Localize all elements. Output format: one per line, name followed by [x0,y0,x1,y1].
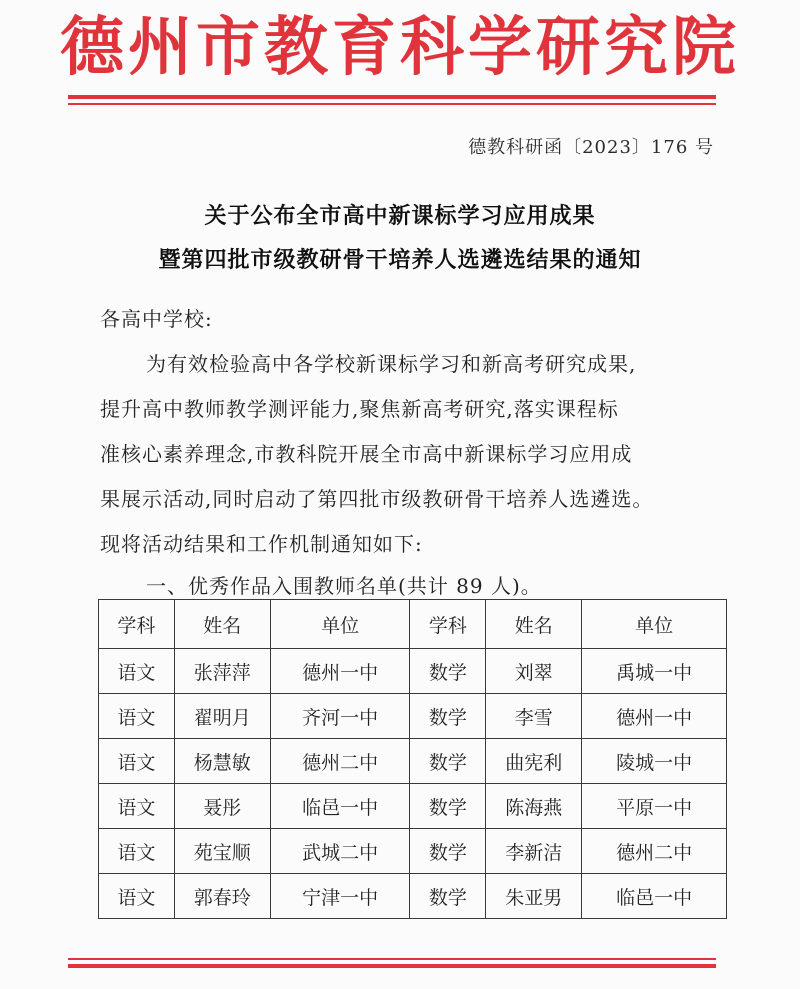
table-header-row [99,600,727,649]
table-cell: 朱亚男 [486,874,582,919]
table-cell: 武城二中 [270,829,410,874]
table-cell: 平原一中 [582,784,727,829]
table-cell: 语文 [99,784,175,829]
table-cell: 曲宪利 [486,739,582,784]
document-title-line-1: 关于公布全市高中新课标学习应用成果 [204,203,596,229]
table-cell: 语文 [99,874,175,919]
salutation: 各高中学校: [100,307,213,331]
table-cell: 郭春玲 [174,874,270,919]
teacher-list-table [98,599,727,919]
table-cell: 语文 [99,649,175,694]
table-cell: 数学 [410,829,486,874]
paragraph-line: 提升高中教师教学测评能力,聚焦新高考研究,落实课程标 [100,397,619,421]
table-cell: 李雪 [486,694,582,739]
table-row [99,694,727,739]
document-number: 德教科研函〔2023〕176 号 [468,137,714,158]
paragraph-line: 准核心素养理念,市教科院开展全市高中新课标学习应用成 [100,442,633,466]
footer-divider-thin [68,958,716,960]
table-cell: 德州一中 [270,649,410,694]
table-cell: 德州二中 [270,739,410,784]
table-cell: 德州二中 [582,829,727,874]
paragraph-line: 为有效检验高中各学校新课标学习和新高考研究成果, [146,352,637,376]
table-cell: 陈海燕 [486,784,582,829]
table-row [99,784,727,829]
organization-header: 德州市教育科学研究院 [60,10,740,85]
table-cell: 聂彤 [174,784,270,829]
column-header-subject: 学科 [410,600,486,649]
table-row [99,739,727,784]
column-header-subject: 学科 [99,600,175,649]
table-row [99,874,727,919]
column-header-unit: 单位 [270,600,410,649]
table-cell: 德州一中 [582,694,727,739]
table-cell: 张萍萍 [174,649,270,694]
footer-divider-thick [68,964,716,968]
table-cell: 杨慧敏 [174,739,270,784]
table-cell: 李新洁 [486,829,582,874]
table-cell: 禹城一中 [582,649,727,694]
table-cell: 数学 [410,694,486,739]
table-cell: 数学 [410,784,486,829]
section-heading: 一、优秀作品入围教师名单(共计 89 人)。 [146,574,542,598]
header-divider-thin [68,103,716,105]
document-title-line-2: 暨第四批市级教研骨干培养人选遴选结果的通知 [158,247,642,273]
paragraph-line: 现将活动结果和工作机制通知如下: [100,532,423,556]
column-header-name: 姓名 [486,600,582,649]
table-cell: 苑宝顺 [174,829,270,874]
table-cell: 语文 [99,739,175,784]
table-cell: 语文 [99,694,175,739]
table-cell: 数学 [410,874,486,919]
table-cell: 临邑一中 [582,874,727,919]
table-row [99,829,727,874]
table-cell: 数学 [410,739,486,784]
table-cell: 数学 [410,649,486,694]
table-cell: 语文 [99,829,175,874]
paragraph-line: 果展示活动,同时启动了第四批市级教研骨干培养人选遴选。 [100,487,654,511]
table-cell: 陵城一中 [582,739,727,784]
table-cell: 翟明月 [174,694,270,739]
table-cell: 宁津一中 [270,874,410,919]
table-row [99,649,727,694]
table-cell: 齐河一中 [270,694,410,739]
header-divider-thick [68,95,716,99]
table-cell: 刘翠 [486,649,582,694]
column-header-name: 姓名 [174,600,270,649]
column-header-unit: 单位 [582,600,727,649]
table-cell: 临邑一中 [270,784,410,829]
